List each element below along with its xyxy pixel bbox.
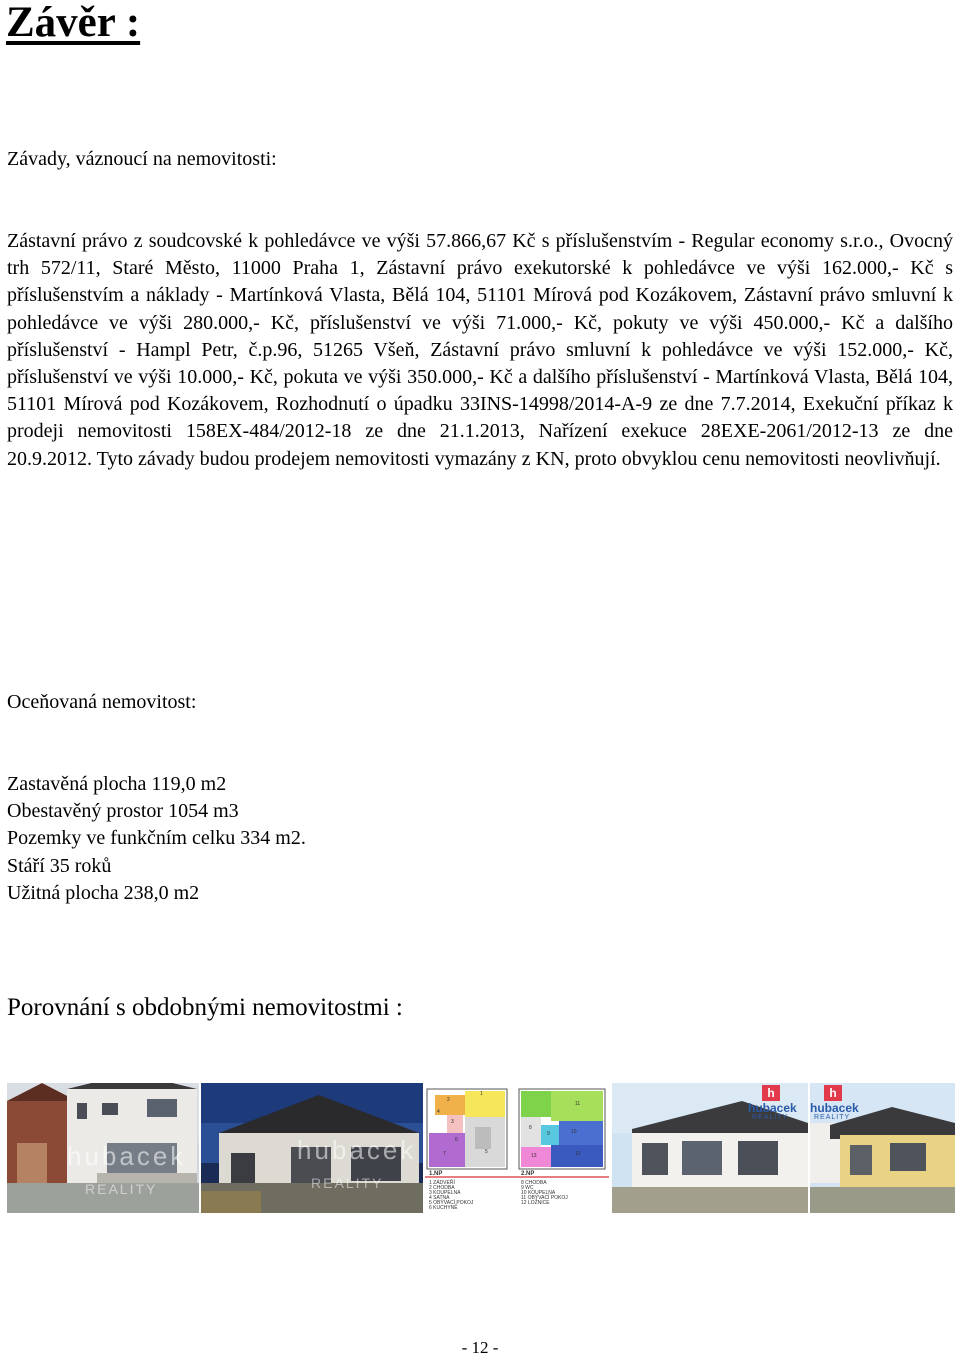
floor2-label: 2.NP xyxy=(521,1171,535,1177)
room-number: 13 xyxy=(531,1153,537,1159)
room-number: 9 xyxy=(547,1131,550,1137)
room-number: 1 xyxy=(480,1091,483,1097)
floor-plan-image xyxy=(425,1085,609,1211)
stat-age: Stáří 35 roků xyxy=(7,854,112,877)
hubacek-logo xyxy=(744,1085,802,1125)
logo-sub: REALITY xyxy=(752,1114,789,1121)
room-number: 2 xyxy=(447,1097,450,1103)
encumbrances-label: Závady, váznoucí na nemovitosti: xyxy=(7,148,277,170)
room-number: 7 xyxy=(443,1151,446,1157)
watermark-sub: REALITY xyxy=(85,1181,158,1197)
encumbrances-text: Zástavní právo z soudcovské k pohledávce ve výši 57.866,67 Kč s příslušenstvím - Regular economy s.r.o., Ovocný trh 572/11, Staré Město, 11000 Praha 1, Zástavní právo exekutorské k pohledávce ve výši 162.000,- Kč s příslušenstvím a náklady - Martínková Vlasta, Bělá 104, 51101 Mírová pod Kozákovem, Zástavní právo smluvní k pohledávce ve výši 280.000,- Kč, příslušenství ve výši 71.000,- Kč, pokuty ve výši 450.000,- Kč a dalšího příslušenství - Hampl Petr, č.p.96, 51265 Všeň, Zástavní právo smluvní k pohledávce ve výši 152.000,- Kč, příslušenství ve výši 10.000,- Kč, pokuta ve výši 350.000,- Kč a dalšího příslušenství - Martínková Vlasta, Bělá 104, 51101 Mírová pod Kozákovem, Rozhodnutí o úpadku 33INS-14998/2014-A-9 ze dne 7.7.2014, Exekuční příkaz k prodeji nemovitosti 158EX-484/2012-18 ze dne 21.1.2013, Nařízení exekuce 28EXE-2061/2012-13 ze dne 20.9.2012. Tyto závady budou prodejem nemovitosti vymazány z KN, proto obvyklou cenu nemovitosti neovlivňují. xyxy=(7,230,953,470)
photo-white-house xyxy=(201,1083,423,1213)
stat-built-area: Zastavěná plocha 119,0 m2 xyxy=(7,773,227,795)
stat-volume: Obestavěný prostor 1054 m3 xyxy=(7,800,239,823)
logo-name: hubacek xyxy=(810,1101,859,1115)
property-label: Oceňovaná nemovitost: xyxy=(7,691,197,713)
page-number: - 12 - xyxy=(461,1338,499,1357)
floor1-label: 1.NP xyxy=(429,1171,443,1177)
legend-floor2: 8 CHODBA 9 WC 10 KOUPELNA 11 OBÝVACÍ POKOJ 12 LOŽNICE xyxy=(521,1180,568,1206)
legend-floor1: 1 ZÁDVEŘÍ 2 CHODBA 3 KOUPELNA 4 SATNA 5 OBÝVACÍ POKOJ 6 KUCHYNĚ xyxy=(429,1180,474,1211)
room-number: 6 xyxy=(455,1137,458,1143)
watermark-sub: REALITY xyxy=(311,1175,384,1191)
hubacek-logo xyxy=(810,1085,864,1125)
room-number: 5 xyxy=(485,1149,488,1155)
stat-land: Pozemky ve funkčním celku 334 m2. xyxy=(7,827,306,850)
logo-sub: REALITY xyxy=(814,1114,851,1121)
room-number: 12 xyxy=(575,1151,581,1157)
logo-mark: h xyxy=(824,1085,842,1101)
photo-bungalow xyxy=(612,1083,808,1213)
property-stats xyxy=(7,771,306,907)
room-number: 8 xyxy=(529,1125,532,1131)
room-number: 3 xyxy=(451,1119,454,1125)
logo-mark: h xyxy=(762,1085,780,1101)
room-number: 10 xyxy=(571,1129,577,1135)
room-number: 4 xyxy=(437,1109,440,1115)
page-title: Závěr : xyxy=(6,0,141,46)
watermark: hubacek xyxy=(67,1141,187,1171)
room-number: 11 xyxy=(575,1101,581,1107)
logo-name: hubacek xyxy=(748,1101,797,1115)
watermark: hubacek xyxy=(297,1135,417,1165)
photo-yellow-house xyxy=(810,1083,955,1213)
stat-usable-area: Užitná plocha 238,0 m2 xyxy=(7,881,200,904)
photo-row-houses xyxy=(7,1083,199,1213)
comparison-heading: Porovnání s obdobnými nemovitostmi : xyxy=(7,994,403,1021)
